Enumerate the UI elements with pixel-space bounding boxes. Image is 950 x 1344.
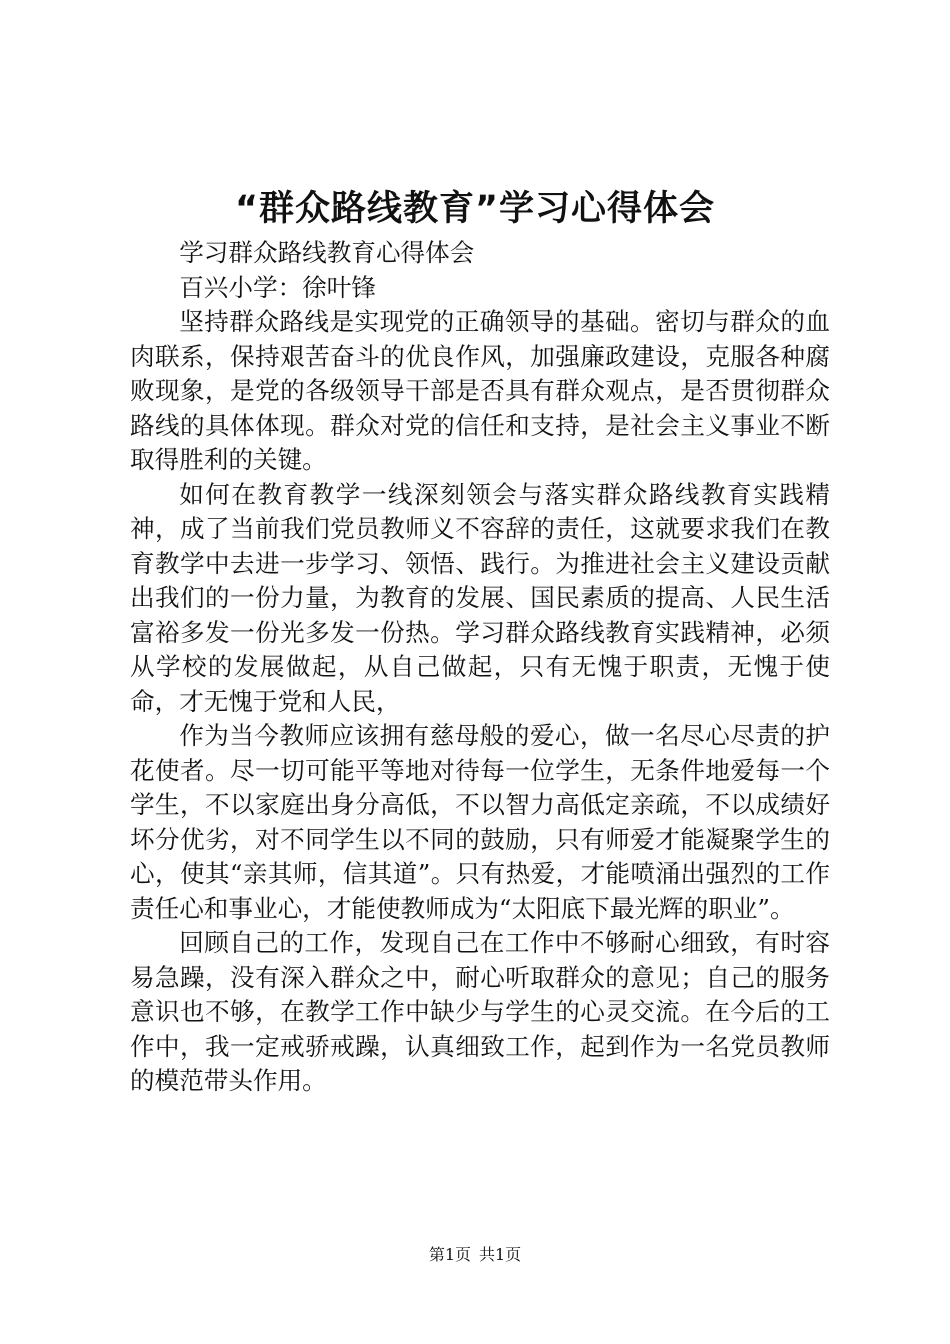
body-paragraph: 坚持群众路线是实现党的正确领导的基础。密切与群众的血肉联系，保持艰苦奋斗的优良作风，加强廉政建设，克服各种腐败现象，是党的各级领导干部是否具有群众观点，是否贯彻群众路线的具体体现。群众对党的信任和支持，是社会主义事业不断取得胜利的关键。 (130, 307, 830, 474)
author-line: 百兴小学：徐叶锋 (179, 272, 376, 302)
page-footer (0, 1243, 950, 1267)
body-paragraph: 作为当今教师应该拥有慈母般的爱心，做一名尽心尽责的护花使者。尽一切可能平等地对待每一位学生，无条件地爱每一个学生，不以家庭出身分高低，不以智力高低定亲疏，不以成绩好坏分优劣，对不同学生以不同的鼓励，只有师爱才能凝聚学生的心，使其“亲其师，信其道”。只有热爱，才能喷涌出强烈的工作责任心和事业心，才能使教师成为“太阳底下最光辉的职业”。 (130, 721, 830, 923)
body-paragraph: 如何在教育教学一线深刻领会与落实群众路线教育实践精神，成了当前我们党员教师义不容辞的责任，这就要求我们在教育教学中去进一步学习、领悟、践行。为推进社会主义建设贡献出我们的一份力量，为教育的发展、国民素质的提高、人民生活富裕多发一份光多发一份热。学习群众路线教育实践精神，必须从学校的发展做起，从自己做起，只有无愧于职责，无愧于使命，才无愧于党和人民， (130, 479, 830, 716)
page-total: 共1页 (479, 1245, 522, 1264)
document-title: “群众路线教育”学习心得体会 (234, 189, 715, 229)
document-body (130, 236, 830, 1099)
subtitle-paragraph: 学习群众路线教育心得体会 (179, 238, 475, 267)
body-paragraph: 回顾自己的工作，发现自己在工作中不够耐心细致，有时容易急躁，没有深入群众之中，耐心听取群众的意见；自己的服务意识也不够，在教学工作中缺少与学生的心灵交流。在今后的工作中，我一定戒骄戒躁，认真细致工作，起到作为一名党员教师的模范带头作用。 (130, 928, 830, 1095)
page-number: 第1页 (428, 1245, 471, 1264)
